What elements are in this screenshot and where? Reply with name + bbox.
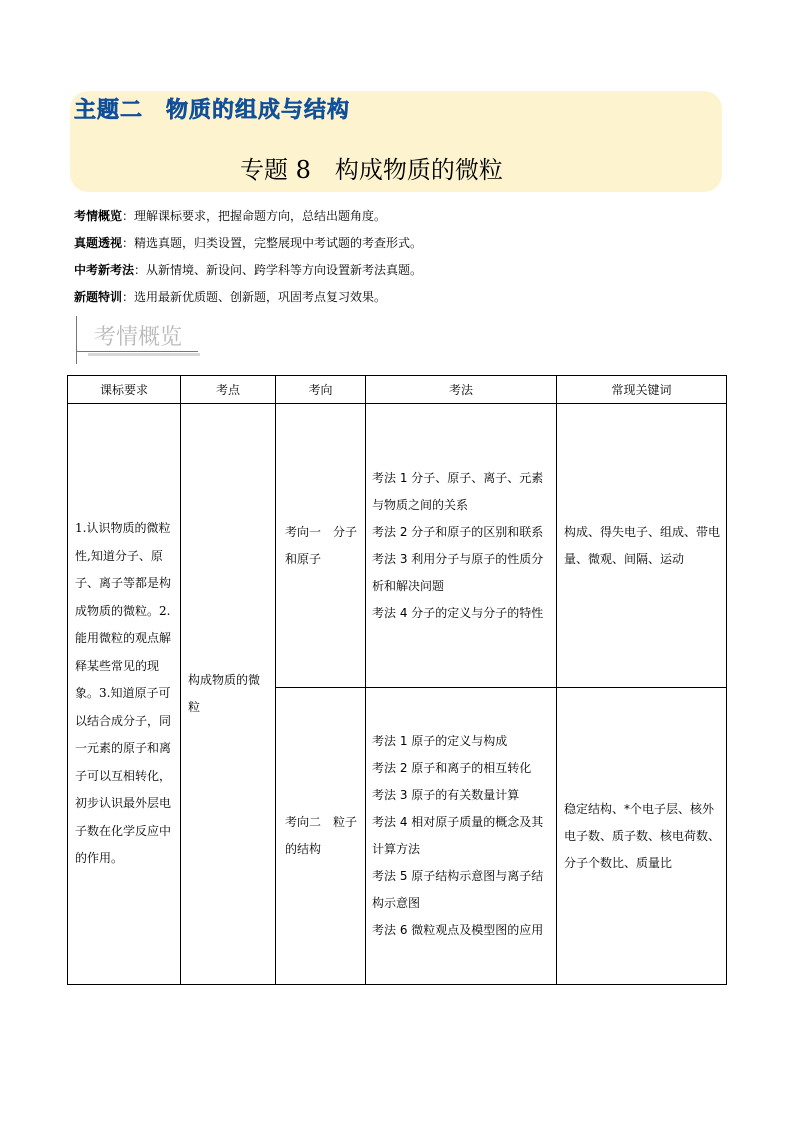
point-cell: 构成物质的微粒 [181, 404, 276, 985]
method-item: 考法 1 原子的定义与构成 [372, 734, 508, 748]
intro-text: ：理解课标要求，把握命题方向，总结出题角度。 [122, 209, 387, 223]
theme-title: 主题二 物质的组成与结构 [74, 98, 351, 123]
section-heading-label: 考情概览 [94, 325, 183, 350]
method-cell [366, 404, 557, 688]
table-header-row [68, 376, 727, 404]
intro-line [74, 207, 386, 224]
topic-title: 专题 8 构成物质的微粒 [240, 156, 503, 184]
method-item: 考法 5 原子结构示意图与离子结构示意图 [372, 869, 544, 910]
direction-cell: 考向二 粒子的结构 [276, 688, 366, 985]
method-item: 考法 2 分子和原子的区别和联系 [372, 524, 544, 539]
header-requirement: 课标要求 [68, 376, 181, 404]
keywords-cell: 构成、得失电子、组成、带电量、微观、间隔、运动 [557, 404, 727, 688]
direction-cell: 考向一 分子和原子 [276, 404, 366, 688]
header-point: 考点 [181, 376, 276, 404]
method-item: 考法 1 分子、原子、离子、元素与物质之间的关系 [372, 470, 544, 512]
overview-table [67, 375, 727, 985]
method-item: 考法 4 相对原子质量的概念及其计算方法 [372, 815, 544, 856]
intro-key: 真题透视 [74, 236, 123, 250]
intro-text: ：精选真题，归类设置，完整展现中考试题的考查形式。 [122, 236, 423, 250]
intro-line [74, 234, 422, 251]
table-row [68, 404, 727, 688]
method-item: 考法 6 微粒观点及模型图的应用 [372, 923, 544, 937]
intro-text: ：从新情境、新设问、跨学科等方向设置新考法真题。 [134, 263, 423, 277]
heading-vertical-rule [76, 316, 77, 364]
header-keywords: 常现关键词 [557, 376, 727, 404]
intro-text: ：选用最新优质题、创新题，巩固考点复习效果。 [122, 290, 387, 304]
method-item: 考法 3 利用分子与原子的性质分析和解决问题 [372, 551, 544, 593]
intro-key: 新题特训 [74, 290, 123, 304]
method-item: 考法 2 原子和离子的相互转化 [372, 761, 532, 775]
requirement-cell: 1.认识物质的微粒性,知道分子、原子、离子等都是构成物质的微粒。2.能用微粒的观点解释某些常见的现象。3.知道原子可以结合成分子，同一元素的原子和离子可以互相转化，初步认识最外层电子数在化学反应中的作用。 [68, 404, 181, 985]
intro-key: 中考新考法 [74, 263, 135, 277]
method-item: 考法 3 原子的有关数量计算 [372, 788, 520, 802]
intro-key: 考情概览 [74, 209, 123, 223]
heading-horizontal-rule [76, 351, 198, 352]
header-method: 考法 [366, 376, 557, 404]
heading-shadow [88, 353, 200, 356]
section-heading [76, 316, 216, 366]
intro-line [74, 288, 386, 305]
method-cell [366, 688, 557, 985]
method-item: 考法 4 分子的定义与分子的特性 [372, 605, 544, 620]
header-direction: 考向 [276, 376, 366, 404]
intro-line [74, 261, 422, 278]
keywords-cell: 稳定结构、*个电子层、核外电子数、质子数、核电荷数、分子个数比、质量比 [557, 688, 727, 985]
